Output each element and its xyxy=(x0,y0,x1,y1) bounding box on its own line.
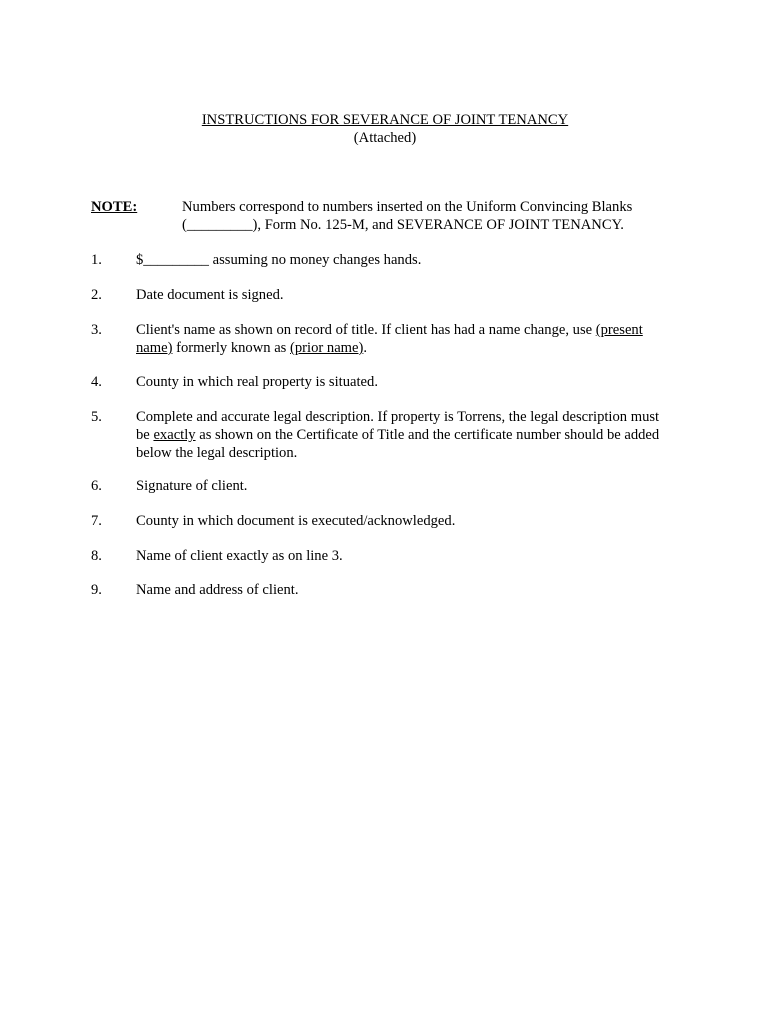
document-subtitle: (Attached) xyxy=(353,130,417,146)
item-5-line-1: Complete and accurate legal description. If property is Torrens, the legal description must xyxy=(136,409,660,425)
item-3-text-pre: Client's name as shown on record of title. If client has had a name change, use xyxy=(136,322,596,338)
item-3-present-name-b: name) xyxy=(136,340,173,356)
item-text-8: Name of client exactly as on line 3. xyxy=(136,548,343,564)
item-5-exactly: exactly xyxy=(153,427,196,443)
item-number-6: 6. xyxy=(91,478,102,494)
note-label: NOTE: xyxy=(91,199,138,215)
item-number-8: 8. xyxy=(91,548,102,564)
note-line-2: (_________), Form No. 125-M, and SEVERANCE OF JOINT TENANCY. xyxy=(182,217,624,233)
item-number-2: 2. xyxy=(91,287,102,303)
item-5-line-2-post: as shown on the Certificate of Title and the certificate number should be added xyxy=(195,427,660,443)
item-5-line-2 xyxy=(136,426,676,444)
document-title: INSTRUCTIONS FOR SEVERANCE OF JOINT TENANCY xyxy=(201,112,569,128)
item-3-line-1 xyxy=(136,321,676,339)
item-number-9: 9. xyxy=(91,582,102,598)
note-text xyxy=(182,198,702,234)
item-3-text-mid: formerly known as xyxy=(172,340,291,356)
item-text-5 xyxy=(136,408,676,462)
item-text-3 xyxy=(136,321,676,357)
item-3-prior-name: (prior name) xyxy=(290,340,364,356)
item-5-line-2-pre: be xyxy=(136,427,154,443)
item-number-1: 1. xyxy=(91,252,102,268)
item-number-7: 7. xyxy=(91,513,102,529)
item-number-3: 3. xyxy=(91,322,102,338)
item-text-1: $_________ assuming no money changes hands. xyxy=(136,252,422,268)
item-text-6: Signature of client. xyxy=(136,478,248,494)
item-3-present-name-a: (present xyxy=(595,322,643,338)
item-text-4: County in which real property is situated. xyxy=(136,374,378,390)
item-5-line-3: below the legal description. xyxy=(136,445,298,461)
item-3-line-2 xyxy=(136,339,676,357)
item-number-5: 5. xyxy=(91,409,102,425)
item-text-7: County in which document is executed/acknowledged. xyxy=(136,513,456,529)
item-number-4: 4. xyxy=(91,374,102,390)
item-text-9: Name and address of client. xyxy=(136,582,299,598)
note-line-1: Numbers correspond to numbers inserted on the Uniform Convincing Blanks xyxy=(182,199,633,215)
item-3-text-post: . xyxy=(363,340,368,356)
item-text-2: Date document is signed. xyxy=(136,287,284,303)
